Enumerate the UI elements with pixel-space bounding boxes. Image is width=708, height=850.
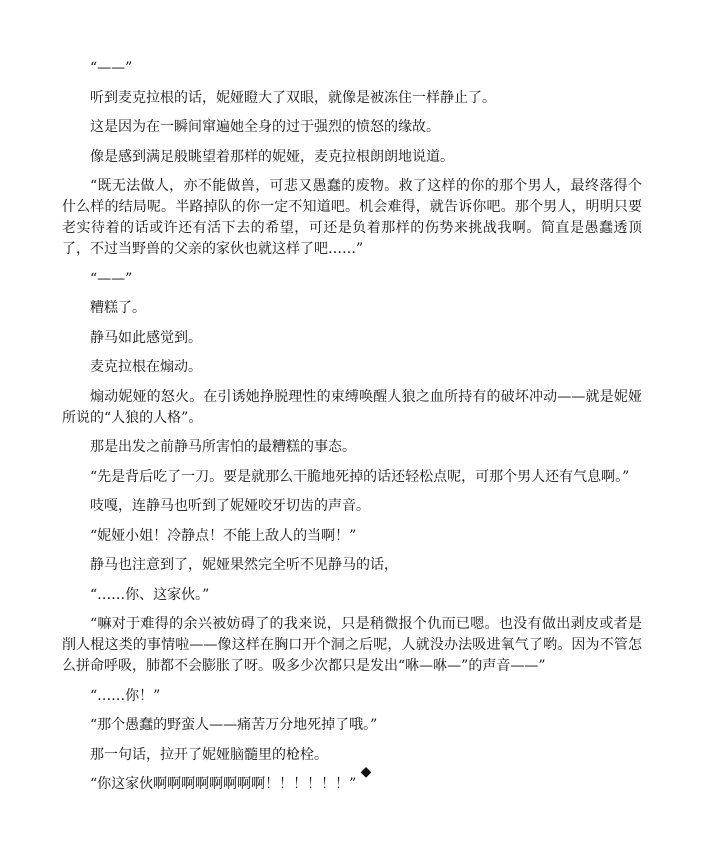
paragraph: “……你、这家伙。” [90,586,210,603]
paragraph: 那是出发之前静马所害怕的最糟糕的事态。 [90,439,356,455]
paragraph: 吱嘎，连静马也听到了妮娅咬牙切齿的声音。 [90,498,370,514]
paragraph: 糟糕了。 [90,300,146,316]
paragraph: “先是背后吃了一刀。要是就那么干脆地死掉的话还轻松点呢，可那个男人还有气息啊。” [90,468,630,485]
document-body [62,58,642,804]
paragraph: 静马也注意到了，妮娅果然完全听不见静马的话， [90,557,398,573]
section-separator: ◆ [360,764,372,780]
paragraph: “既无法做人，亦不能做兽，可悲又愚蠢的废物。救了这样的你的那个男人，最终落得个什么样的结局呢。半路掉队的你一定不知道吧。机会难得，就告诉你吧。那个男人，明明只要老实待着的话或许还有活下去的希望，可还是负着那样的伤势来挑战我啊。简直是愚蠢透顶了，不过当野兽的父亲的家伙也就这样了吧……” [62,178,642,257]
paragraph: 像是感到满足般眺望着那样的妮娅，麦克拉根朗朗地说道。 [90,148,454,165]
paragraph: “嘛对于难得的余兴被妨碍了的我来说，只是稍微报个仇而已嗯。也没有做出剥皮或者是削人棍这类的事情啦——像这样在胸口开个洞之后呢，人就没办法吸进氧气了哟。因为不管怎么拼命呼吸，肺都不会膨胀了呀。吸多少次都只是发出“咻—咻—”的声音——” [62,616,642,674]
paragraph: 煽动妮娅的怒火。在引诱她挣脱理性的束缚唤醒人狼之血所持有的破坏冲动——就是妮娅所说的“人狼的人格”。 [62,388,642,426]
paragraph: “——” [90,270,133,287]
paragraph: 麦克拉根在煽动。 [90,359,202,375]
paragraph: “那个愚蠢的野蛮人——痛苦万分地死掉了哦。” [90,717,378,733]
paragraph: 听到麦克拉根的话，妮娅瞪大了双眼，就像是被冻住一样静止了。 [90,89,496,106]
paragraph: “……你！” [90,687,161,704]
paragraph: 静马如此感觉到。 [90,329,202,346]
paragraph: “妮娅小姐！冷静点！不能上敌人的当啊！” [90,527,357,544]
paragraph: 那一句话，拉开了妮娅脑髓里的枪栓。 [90,746,328,763]
paragraph: 这是因为在一瞬间窜遍她全身的过于强烈的愤怒的缘故。 [90,119,440,135]
paragraph: “你这家伙啊啊啊啊啊啊啊啊！！！！！！” [90,776,357,792]
paragraph: “——” [90,60,133,76]
